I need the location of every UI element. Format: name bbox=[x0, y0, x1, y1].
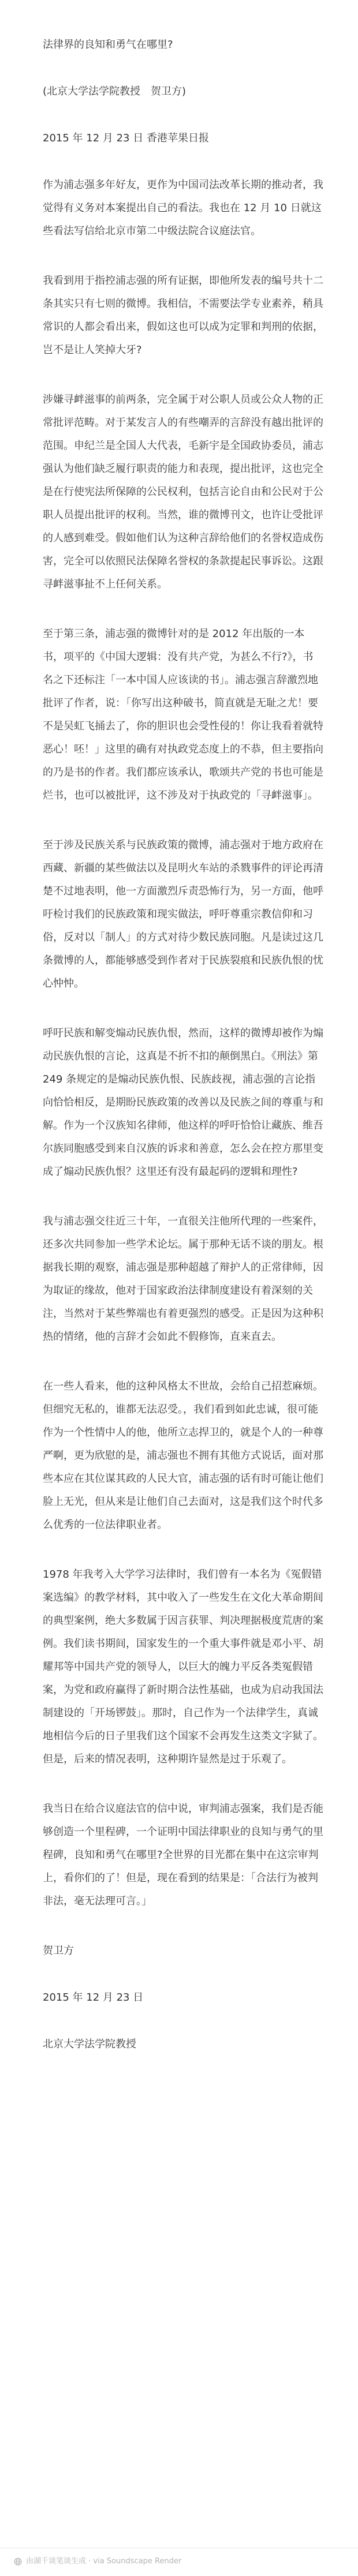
spacer bbox=[43, 807, 323, 834]
spacer bbox=[43, 1349, 323, 1375]
spacer bbox=[43, 243, 323, 269]
footer bbox=[0, 2548, 358, 2576]
paragraph: 作为浦志强多年好友，更作为中国司法改革长期的推动者，我觉得有义务对本案提出自己的看法。我也在 12 月 10 日就这些看法写信给北京市第二中级法院合议庭法官。 bbox=[43, 179, 323, 237]
footer-brand bbox=[14, 2557, 181, 2566]
spacer bbox=[43, 2009, 323, 2033]
signature-name: 贺卫方 bbox=[43, 1945, 74, 1957]
paragraph: 呼吁民族和解变煽动民族仇恨，然而，这样的微博却被作为煽动民族仇恨的言论，这真是不折不扣的颠倒黑白。《刑法》第 249 条规定的是煽动民族仇恨、民族歧视，浦志强的言论指向恰恰相反，是期盼民族政策的改善以及民族之间的尊重与和解。作为一个汉族知名律师，他这样的呼吁恰恰让藏族、维吾尔族同胞感受到来自汉族的诉求和善意，怎么会在控方那里变成了煽动民族仇恨？这里还有没有最起码的逻辑和理性? bbox=[43, 1027, 323, 1178]
spacer bbox=[43, 150, 323, 174]
spacer bbox=[43, 57, 323, 80]
spacer bbox=[43, 103, 323, 127]
article-content bbox=[43, 33, 323, 2056]
article-author: (北京大学法学院教授 贺卫方) bbox=[43, 85, 187, 98]
paragraph: 1978 年我考入大学学习法律时，我们曾有一本名为《冤假错案选编》的教学材料，其中收入了一些发生在文化大革命期间的典型案例，绝大多数属于因言获罪、判决理据极度荒唐的案例。我们读书期间，国家发生的一个重大事件就是邓小平、胡耀邦等中国共产党的领导人，以巨大的魄力平反各类冤假错案，为党和政府赢得了新时期合法性基础，也成为启动我国法制建设的「开场锣鼓」。那时，自己作为一个法律学生，真诚地相信今后的日子里我们这个国家不会再发生这类文字狱了。但是，后来的情况表明，这种期许显然是过于乐观了。 bbox=[43, 1568, 323, 1765]
spacer bbox=[43, 596, 323, 623]
spacer bbox=[43, 995, 323, 1022]
globe-icon bbox=[14, 2558, 22, 2566]
spacer bbox=[43, 1963, 323, 1986]
spacer bbox=[43, 1537, 323, 1563]
article-title: 法律界的良知和勇气在哪里? bbox=[43, 39, 173, 51]
spacer bbox=[43, 362, 323, 388]
spacer bbox=[43, 1184, 323, 1210]
paragraph: 我当日在给合议庭法官的信中说，审判浦志强案，我们是否能够创造一个里程碑，一个证明中国法律职业的良知与勇气的里程碑，良知和勇气在哪里?全世界的目光都在集中在这宗审判上，看你们的了！但是，现在看到的结果是：「合法行为被判非法，毫无法理可言。」 bbox=[43, 1803, 323, 1907]
signature-date: 2015 年 12 月 23 日 bbox=[43, 1991, 144, 2004]
paragraph: 至于涉及民族关系与民族政策的微博，浦志强对于地方政府在西藏、新疆的某些做法以及昆明火车站的杀戮事件的评论再清楚不过地表明，他一方面激烈斥责恐怖行为，另一方面，他呼吁检讨我们的民族政策和现实做法，呼吁尊重宗教信仰和习俗，反对以「制人」的方式对待少数民族同胞。凡是读过这几条微博的人，都能够感受到作者对于民族裂痕和民族仇恨的忧心忡忡。 bbox=[43, 839, 323, 990]
paragraph: 我与浦志强交往近三十年，一直很关注他所代理的一些案件，还多次共同参加一些学术论坛。属于那种无话不谈的朋友。根据我长期的观察，浦志强是那种超越了辩护人的正常律师，因为取证的缘故，他对于国家政治法律制度建设有着深刻的关注，当然对于某些弊端也有着更强烈的感受。正是因为这种积热的情绪，他的言辞才会如此不假修饰，直来直去。 bbox=[43, 1215, 323, 1343]
paragraph: 涉嫌寻衅滋事的前两条，完全属于对公职人员或公众人物的正常批评范畴。对于某发言人的有些嘲弄的言辞没有越出批评的范围。申纪兰是全国人大代表，毛新宇是全国政协委员，浦志强认为他们缺乏履行职责的能力和表现，提出批评，这也完全是在行使宪法所保障的公民权利，包括言论自由和公民对于公职人员提出批评的权利。当然，谁的微博刊文，也许让受批评的人感到难受。假如他们认为这种言辞给他们的名誉权造成伤害，完全可以依照民法保障名誉权的条款提起民事诉讼。这跟寻衅滋事扯不上任何关系。 bbox=[43, 394, 323, 590]
signature-title: 北京大学法学院教授 bbox=[43, 2038, 136, 2050]
paragraph: 至于第三条，浦志强的微博针对的是 2012 年出版的一本书，项平的《中国大逻辑：没有共产党，为甚么不行?》，书名之下还标注「一本中国人应该读的书」。浦志强言辞激烈地批评了作者，说：「你写出这种破书，简直就是无耻之尤！要不是吴虹飞捅去了，你的胆识也会受性侵的！你让我看着就特恶心！呸！」这里的确有对执政党态度上的不恭，但主要指向的乃是书的作者。我们都应该承认，歌颂共产党的书也可能是烂书，也可以被批评，这不涉及对于执政党的「寻衅滋事」。 bbox=[43, 628, 323, 802]
paragraph: 在一些人看来，他的这种风格太不世故，会给自己招惹麻烦。但细究无私的，谁都无法忍受。，我们看到如此忠诚，很可能作为一个性情中人的他，他所立志捍卫的，就是个人的一种尊严啊，更为欣慰的是，浦志强也不拥有其他方式说话，面对那些本应在其位谋其政的人民大官，浦志强的话有时可能让他们脸上无光，但从来是让他们自己去面对，这是我们这个时代多么优秀的一位法律职业者。 bbox=[43, 1380, 323, 1531]
spacer bbox=[43, 1771, 323, 1798]
paragraph: 我看到用于指控浦志强的所有证据，即他所发表的编号共十二条其实只有七则的微博。我相信，不需要法学专业素养，稍具常识的人都会看出来，假如这也可以成为定罪和判刑的依据，岂不是让人笑掉大牙? bbox=[43, 275, 323, 356]
article-date-source: 2015 年 12 月 23 日 香港苹果日报 bbox=[43, 132, 209, 144]
spacer bbox=[43, 1913, 323, 1940]
footer-text: 由湖千谈笔谈生成 · via Soundscape Render bbox=[26, 2557, 182, 2566]
